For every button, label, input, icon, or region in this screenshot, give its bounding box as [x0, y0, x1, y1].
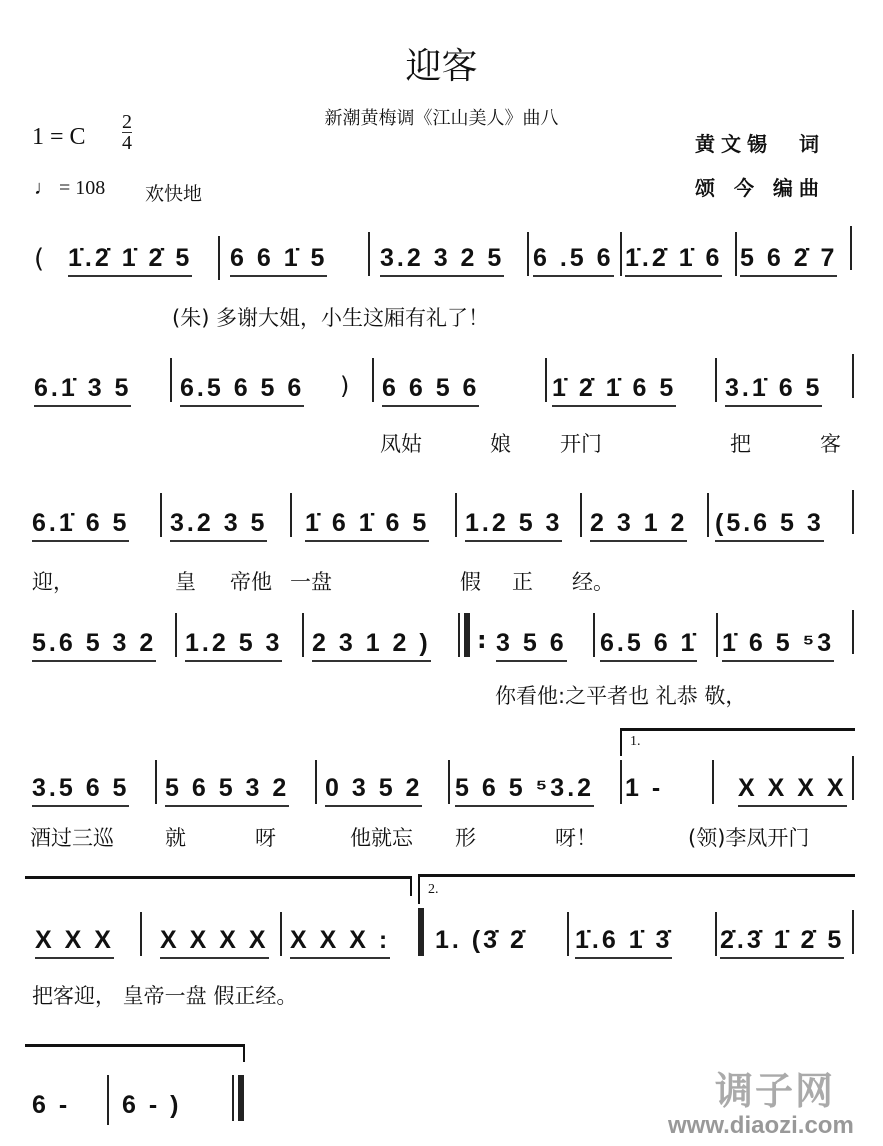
volta-2-hook	[418, 874, 420, 904]
bar-line	[218, 236, 220, 280]
measure: 6.1̇ 6 5	[32, 508, 129, 542]
lyric: 一盘	[290, 570, 332, 594]
bar-line	[372, 358, 374, 402]
measure: 6 -	[32, 1091, 71, 1119]
bar-line	[593, 613, 595, 657]
tempo-mark: ♩ = 108	[34, 177, 106, 199]
bar-line	[290, 493, 292, 537]
bar-line	[716, 613, 718, 657]
watermark-logo: 调子网	[715, 1069, 836, 1113]
bar-line	[527, 232, 529, 276]
bar-line	[368, 232, 370, 276]
measure: 3.2 3 2 5	[380, 243, 504, 277]
lyric: 正	[512, 570, 533, 594]
lyric: 把客迎， 皇帝一盘 假正经。	[32, 984, 298, 1008]
open-paren: (	[34, 244, 45, 274]
bar-line	[170, 358, 172, 402]
lyric: 迎，	[32, 570, 74, 594]
final-bar-thin	[232, 1075, 234, 1121]
lyricist-credit: 黄文锡 词	[695, 132, 825, 156]
lyric: (朱) 多谢大姐，小生这厢有礼了！	[172, 306, 490, 330]
measure: 2 3 1 2 )	[312, 628, 431, 662]
bar-line	[280, 912, 282, 956]
close-paren: )	[340, 372, 350, 400]
repeat-start-bar-thin	[458, 613, 460, 657]
volta-1-hook	[620, 728, 622, 756]
bar-line	[620, 232, 622, 276]
lyric: 呀	[255, 826, 276, 850]
time-signature	[122, 112, 132, 153]
lyric: 凤姑	[380, 432, 422, 456]
bar-line	[620, 760, 622, 804]
key-signature: 1 = C	[32, 124, 86, 150]
bar-line	[712, 760, 714, 804]
time-sig-top: 2	[122, 111, 132, 133]
lyric: 帝他	[230, 570, 272, 594]
bar-line	[545, 358, 547, 402]
measure: X X X X	[160, 925, 269, 959]
measure: 1̇.2̇ 1̇ 6	[625, 243, 722, 277]
bar-line	[580, 493, 582, 537]
measure: X X X :	[290, 925, 390, 959]
repeat-start-bar-thick	[464, 613, 470, 657]
lyric: 酒过三巡	[30, 826, 114, 850]
final-bar-thick	[238, 1075, 244, 1121]
song-title: 迎客	[405, 46, 478, 87]
volta-1-continuation	[25, 876, 412, 879]
bar-line	[852, 354, 854, 398]
measure: 2̇.3̇ 1̇ 2̇ 5	[720, 925, 844, 959]
measure: 6.5 6 5 6	[180, 373, 304, 407]
measure: 1.2 5 3	[185, 628, 282, 662]
bar-line	[455, 493, 457, 537]
measure: 3.5 6 5	[32, 773, 129, 807]
lyric: 他就忘	[350, 826, 413, 850]
bar-line	[302, 613, 304, 657]
measure: X X X	[35, 925, 114, 959]
lyric: 你看他:之平者也 礼恭 敬，	[495, 684, 747, 708]
lyric: 娘	[490, 432, 511, 456]
volta-1-bracket	[620, 728, 855, 731]
measure: 3 5 6	[496, 628, 567, 662]
measure: 6.1̇ 3 5	[34, 373, 131, 407]
lyric: 形	[455, 826, 476, 850]
lyric: 开门	[560, 432, 602, 456]
measure: X X X X	[738, 773, 847, 807]
lyric: 客	[820, 432, 841, 456]
composer-credit: 颂 今 编曲	[695, 176, 825, 200]
volta-2-end	[243, 1044, 245, 1062]
measure: 0 3 5 2	[325, 773, 422, 807]
measure: 3.2 3 5	[170, 508, 267, 542]
measure: 3.1̇ 6 5	[725, 373, 822, 407]
time-sig-bottom: 4	[122, 132, 132, 154]
subtitle: 新潮黄梅调《江山美人》曲八	[324, 108, 559, 129]
measure: 5 6 2̇ 7	[740, 243, 837, 277]
bar-line	[852, 756, 854, 800]
volta-1-end	[410, 876, 412, 896]
bar-line	[852, 910, 854, 954]
lyric: 假	[460, 570, 481, 594]
lyric: 经。	[572, 570, 614, 594]
volta-2-label: 2.	[428, 882, 439, 897]
bar-line	[107, 1075, 109, 1125]
bar-line	[175, 613, 177, 657]
bar-line	[315, 760, 317, 804]
volta-2-bracket	[418, 874, 855, 877]
bar-line	[707, 493, 709, 537]
bar-line	[160, 493, 162, 537]
bar-line	[448, 760, 450, 804]
measure: 1 -	[625, 774, 664, 802]
measure: 6 6 5 6	[382, 373, 479, 407]
lyric: 就	[165, 826, 186, 850]
bar-line	[852, 610, 854, 654]
volta-2-continuation	[25, 1044, 245, 1047]
measure: 1̇.6 1̇ 3̇	[575, 925, 672, 959]
bar-line	[155, 760, 157, 804]
measure: 5.6 5 3 2	[32, 628, 156, 662]
bar-line	[850, 226, 852, 270]
measure: 1̇ 6 1̇ 6 5	[305, 508, 429, 542]
repeat-end-bar-thick	[418, 908, 424, 956]
bar-line	[140, 912, 142, 956]
volta-1-label: 1.	[630, 734, 641, 749]
measure: 1̇ 2̇ 1̇ 6 5	[552, 373, 676, 407]
lyric: (领)李凤开门	[688, 826, 810, 850]
measure: 5 6 5 3 2	[165, 773, 289, 807]
bar-line	[852, 490, 854, 534]
watermark-url: www.diaozi.com	[668, 1112, 854, 1139]
measure: 6 - )	[122, 1091, 182, 1119]
bar-line	[567, 912, 569, 956]
lyric: 把	[730, 432, 751, 456]
measure: (5.6 5 3	[715, 508, 824, 542]
measure: 1. (3̇ 2̇	[435, 926, 527, 954]
bar-line	[715, 358, 717, 402]
measure: 6 .5 6	[533, 243, 614, 277]
measure: 1.2 5 3	[465, 508, 562, 542]
measure: 1̇.2̇ 1̇ 2̇ 5	[68, 243, 192, 277]
lyric: 皇	[175, 570, 196, 594]
bar-line	[715, 912, 717, 956]
measure: 2 3 1 2	[590, 508, 687, 542]
measure: 6 6 1̇ 5	[230, 243, 327, 277]
measure: 5 6 5 ⁵3.2	[455, 773, 594, 807]
measure: 6.5 6 1̇	[600, 628, 697, 662]
measure: 1̇ 6 5 ⁵3	[722, 628, 834, 662]
repeat-dots: :	[477, 626, 487, 654]
lyric: 呀！	[555, 826, 597, 850]
bar-line	[735, 232, 737, 276]
expression-mark: 欢快地	[145, 183, 203, 205]
